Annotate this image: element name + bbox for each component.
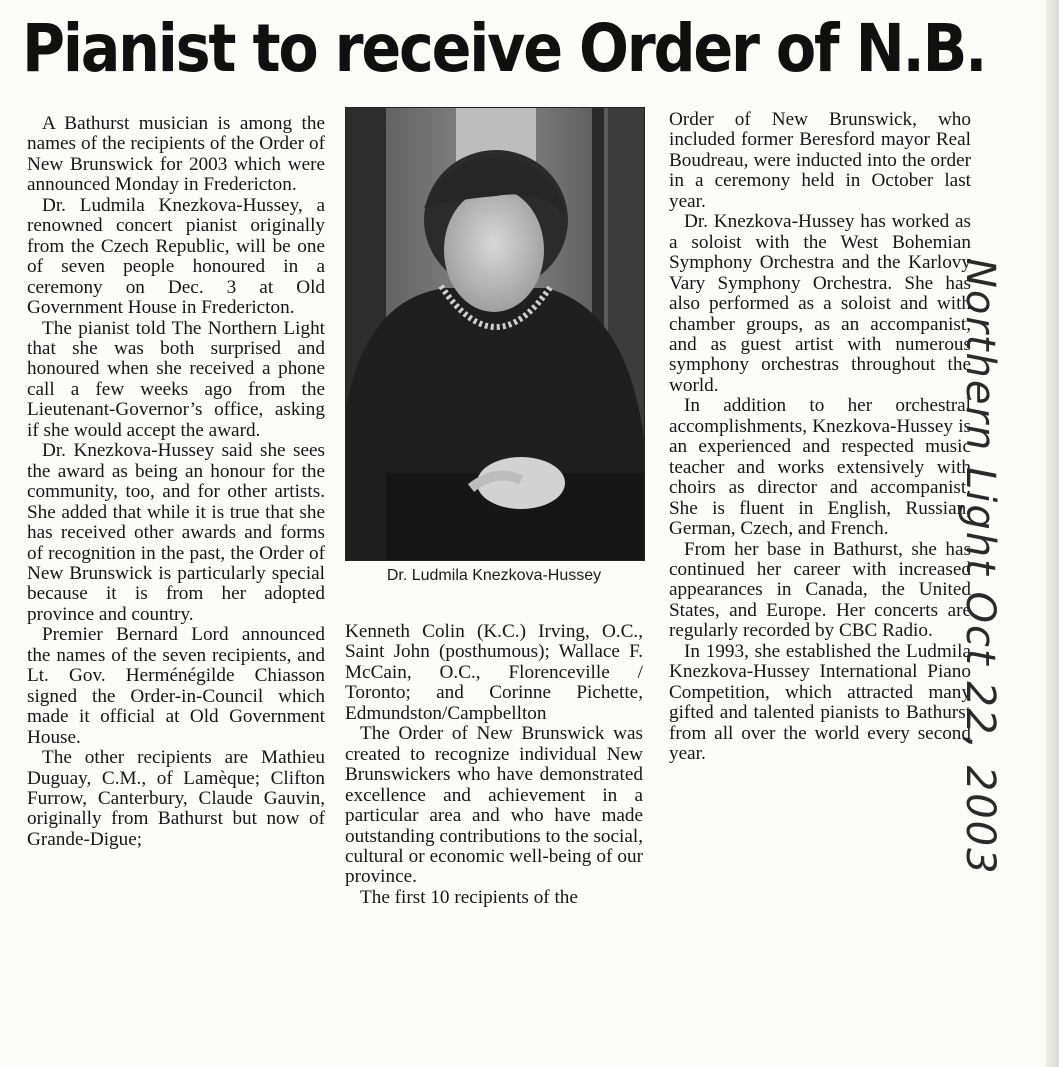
paragraph: Dr. Knezkova-Hussey has worked as a soloist with the West Bohemian Symphony Orchestra and the Karlovy Vary Symphony Orchestra. She has also performed as a soloist and with chamber groups, as an accompanist, and as guest artist with numerous symphony orchestras throughout the world.: [669, 211, 971, 396]
scan-edge: [1046, 0, 1059, 1067]
article-column-1: [27, 114, 325, 850]
paragraph: From her base in Bathurst, she has continued her career with increased appearances in Canada, the United States, and Europe. Her concerts are regularly recorded by CBC Radio.: [669, 538, 971, 642]
headline: Pianist to receive Order of N.B.: [22, 10, 986, 87]
photo-caption: Dr. Ludmila Knezkova-Hussey: [386, 567, 602, 584]
portrait-photo: [345, 107, 645, 561]
paragraph: Dr. Knezkova-Hussey said she sees the award as being an honour for the community, too, and for other artists. She added that while it is true that she has received other awards and forms of recognition in the past, the Order of New Brunswick is particularly special because it is from her adopted province and country.: [27, 440, 325, 625]
paragraph: In 1993, she established the Ludmila Knezkova-Hussey International Piano Competition, which attracted many gifted and talented pianists to Bathurst from all over the world every second year.: [669, 640, 971, 765]
paragraph: The first 10 recipients of the: [360, 886, 578, 908]
paragraph: Premier Bernard Lord announced the names of the seven recipients, and Lt. Gov. Herménégilde Chiasson signed the Order-in-Council which made it official at Old Government House.: [27, 624, 325, 748]
portrait-image: [346, 108, 644, 560]
handwritten-source-note: Northern Light Oct 22, 2003: [957, 258, 1003, 876]
paragraph: The other recipients are Mathieu Duguay, C.M., of Lamèque; Clifton Furrow, Canterbury, Claude Gauvin, originally from Bathurst but now of Grande-Digue;: [27, 747, 325, 850]
paragraph: A Bathurst musician is among the names of the recipients of the Order of New Brunswick for 2003 which were announced Monday in Fredericton.: [27, 113, 325, 196]
paragraph: The pianist told The Northern Light that she was both surprised and honoured when she received a phone call a few weeks ago from the Lieutenant-Governor’s office, asking if she would accept the award.: [27, 317, 325, 441]
paragraph: Order of New Brunswick, who included former Beresford mayor Real Boudreau, were inducted into the order in a ceremony held in October last year.: [669, 109, 971, 212]
paragraph: Kenneth Colin (K.C.) Irving, O.C., Saint John (posthumous); Wallace F. McCain, O.C., Florenceville / Toronto; and Corinne Pichette, Edmundston/Campbellton: [345, 621, 643, 724]
article-column-3: [669, 110, 971, 765]
paragraph: The Order of New Brunswick was created to recognize individual New Brunswickers who have demonstrated excellence and achievement in a particular area and who have made outstanding contributions to the social, cultural or economic well-being of our province.: [345, 723, 643, 888]
paragraph: In addition to her orchestral accomplishments, Knezkova-Hussey is an experienced and respected music teacher and works extensively with choirs as director and accompanist. She is fluent in English, Russian, German, Czech, and French.: [669, 395, 971, 540]
article-column-2: [345, 622, 643, 908]
paragraph: Dr. Ludmila Knezkova-Hussey, a renowned concert pianist originally from the Czech Republic, will be one of seven people honoured in a ceremony on Dec. 3 at Old Government House in Fredericton.: [27, 194, 325, 319]
